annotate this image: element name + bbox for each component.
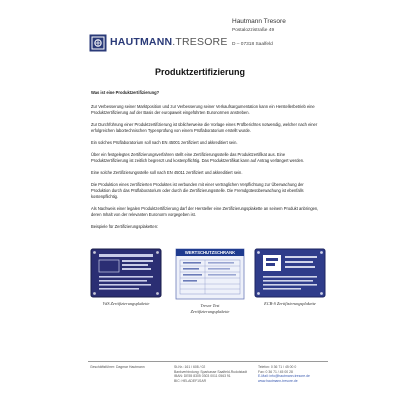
footer-phone: Telefon: 0 36 71 / 45 00 0 — [258, 365, 297, 369]
footer-line: IBAN: DE55 8305 0303 0011 0563 91 — [174, 374, 231, 379]
plate-caption — [90, 301, 162, 307]
paragraph: Beispiele für Zertifizierungsplaketten: — [91, 224, 159, 229]
footer-column-3 — [258, 365, 310, 383]
plate-caption-line: Zertifizierungsplakette — [190, 308, 230, 314]
paragraph: Zur Durchführung einer Produktzertifizierung ist üblicherweise die Vorlage eines Prüfberichtes notwendig, welcher nach einer erfolgreichen labortechnischen Typenprüfung von einem Prüflaboratorium erstellt wurde. — [91, 122, 318, 133]
paragraph: Als Nachweis einer legalen Produktzertifizierung darf der Hersteller eine Zertifizierungsplakette an seinem Produkt anbringen, deren Inhalt von der relevanten Euronorm vorgegeben ist. — [91, 206, 319, 217]
footer-column-1 — [90, 365, 145, 370]
footer-column-2 — [174, 365, 247, 383]
plate-caption-line: VdS Zertifizierungsplakette — [102, 301, 150, 306]
logo-suffix: TRESORE — [175, 36, 228, 48]
plate-caption — [254, 301, 326, 307]
ecbs-plate-card — [254, 248, 326, 307]
vds-plate-image — [90, 248, 162, 298]
plate-caption-line: ECB-S Zertifizierungsplakette — [264, 301, 316, 306]
plate-caption — [175, 303, 245, 314]
footer-divider — [88, 361, 328, 362]
logo-brand: HAUTMANN — [110, 36, 173, 48]
tresor-test-plate-image — [175, 248, 245, 300]
address-street: Postalozzistraße 49 — [232, 28, 275, 33]
address-block — [232, 18, 372, 47]
footer-line: BIC: HELADEF1SAR — [174, 378, 207, 383]
paragraph: Über ein festgelegtes Zertifizierungsverfahren stellt eine Zertifizierungsstelle das Produktzertifikat aus. Eine Produktzertifizierung ist zeitlich begrenzt und kostenpflichtig. Das Produktzertifikat kann auf Antrag verlängert werden. — [91, 152, 305, 163]
address-city: D – 07318 Saalfeld — [232, 42, 273, 47]
tresor-test-plate-card — [175, 248, 245, 314]
footer-line: Geschäftsführer: Dagmar Hautmann — [90, 365, 145, 369]
page-title: Produktzertifizierung — [154, 67, 245, 77]
paragraph: Ein solches Prüflaboratorium soll nach EN 45001 zertifiziert und akkreditiert sein. — [91, 140, 238, 145]
document-body — [91, 90, 323, 236]
footer-website-link[interactable]: www.hautmann-tresore.de — [258, 378, 298, 383]
paragraph: Eine solche Zertifizierungsstelle soll nach EN 45011 zertifiziert und akkreditiert sein. — [91, 170, 243, 175]
vds-plate-card — [90, 248, 162, 307]
footer-fax: Fax: 0 36 71 / 45 00 28 — [258, 369, 293, 374]
company-logo — [89, 34, 228, 56]
footer-line: St-Nr.: 161 / 608 / 02 — [174, 365, 206, 369]
certification-plates — [90, 248, 330, 328]
paragraph: Die Produktion eines zertifizierten Produktes ist verbunden mit einer vertraglichen Verpflichtung zur Überwachung der Produktion durch das Prüflaboratorium oder durch die Zertifizierungsstelle. Die Fremdgütesüberwachung ist ebenfalls kostenpflichtig. — [91, 182, 304, 199]
plate-heading: WERTSCHUTZSCHRANK — [184, 250, 236, 256]
footer-line: Bankverbindung: Sparkasse Saalfeld-Rudolstadt — [174, 369, 247, 374]
paragraph: Zur Verbesserung seiner Marktposition und zur Verbesserung seiner Verkaufsargumentation kann ein Herstellerbetrieb eine Produktzertifizierung auf der Basis der europaweit eingeführten Euronormen anstreben. — [91, 104, 315, 115]
logo-text: HAUTMANN.TRESORE — [110, 36, 228, 48]
plate-caption-line: Tresor Test — [200, 303, 220, 308]
question-heading: Was ist eine Produktzertifizierung? — [91, 90, 160, 95]
logo-mark-icon — [89, 34, 107, 52]
address-company: Hautmann Tresore — [232, 18, 286, 25]
footer-email-link[interactable]: E-Mail: info@hautmann-tresore.de — [258, 374, 310, 379]
ecbs-plate-image — [254, 248, 326, 298]
